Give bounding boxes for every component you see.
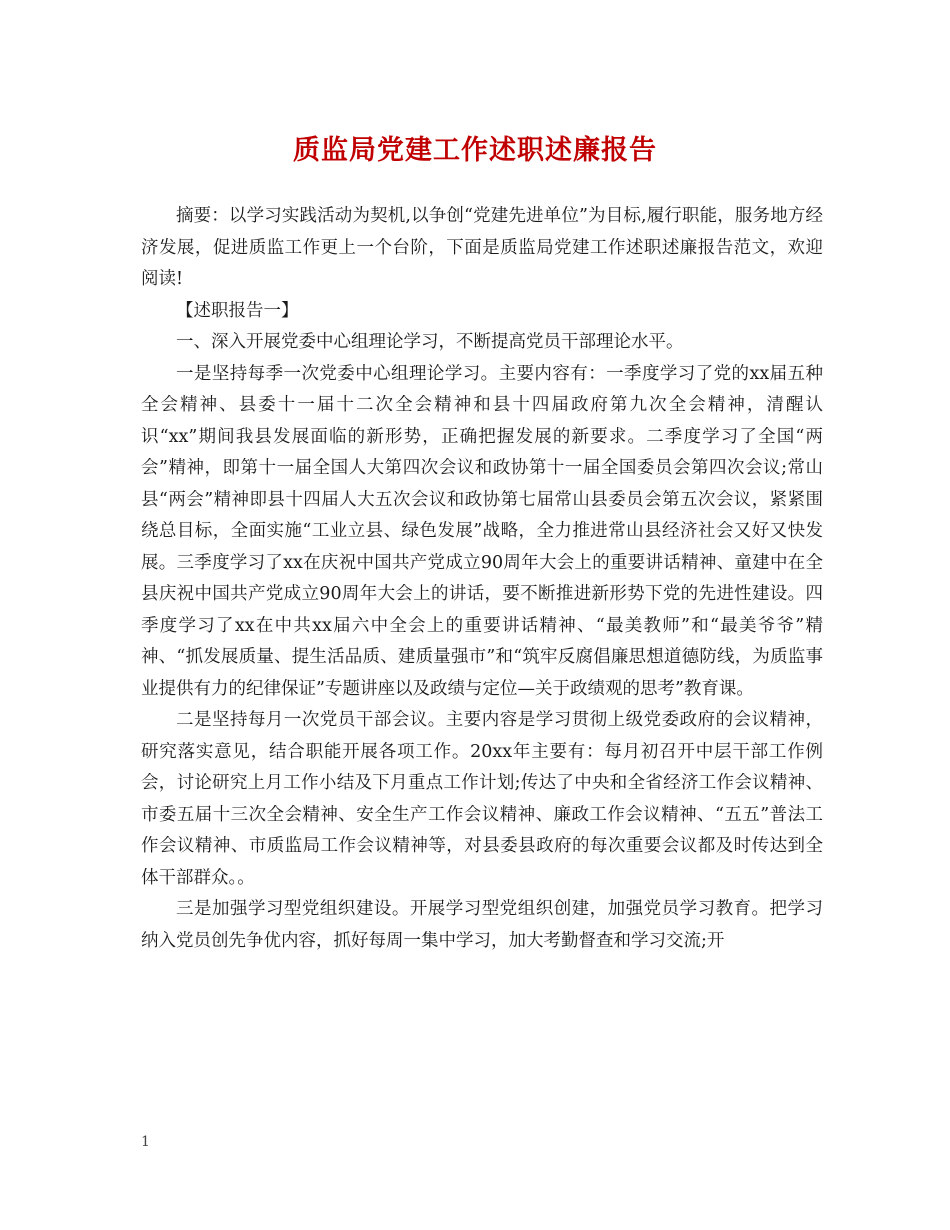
- body-paragraph: 一是坚持每季一次党委中心组理论学习。主要内容有：一季度学习了党的xx届五种全会精神、县委十一届十二次全会精神和县十四届政府第九次全会精神，清醒认识“xx”期间我县发展面临的新形势，正确把握发展的新要求。二季度学习了全国“两会”精神，即第十一届全国人大第四次会议和政协第十一届全国委员会第四次会议;常山县“两会”精神即县十四届人大五次会议和政协第七届常山县委员会第五次会议，紧紧围绕总目标，全面实施“工业立县、绿色发展”战略，全力推进常山县经济社会又好又快发展。三季度学习了xx在庆祝中国共产党成立90周年大会上的重要讲话精神、童建中在全县庆祝中国共产党成立90周年大会上的讲话，要不断推进新形势下党的先进性建设。四季度学习了xx在中共xx届六中全会上的重要讲话精神、“最美教师”和“最美爷爷”精神、“抓发展质量、提生活品质、建质量强市”和“筑牢反腐倡廉思想道德防线，为质监事业提供有力的纪律保证”专题讲座以及政绩与定位—关于政绩观的思考”教育课。: [141, 363, 823, 699]
- body-paragraph: 三是加强学习型党组织建设。开展学习型党组织创建，加强党员学习教育。把学习纳入党员创先争优内容，抓好每周一集中学习，加大考勤督查和学习交流;开: [141, 899, 823, 951]
- document-title: 质监局党建工作述职述廉报告: [293, 135, 657, 166]
- subsection-heading: 一、深入开展党委中心组理论学习，不断提高党员干部理论水平。: [176, 332, 684, 352]
- abstract-paragraph: 摘要：以学习实践活动为契机,以争创“党建先进单位”为目标,履行职能，服务地方经济发展，促进质监工作更上一个台阶，下面是质监局党建工作述职述廉报告范文，欢迎阅读!: [141, 206, 823, 289]
- section-heading: 【述职报告一】: [176, 300, 299, 321]
- document-body: [141, 201, 823, 957]
- page-number: 1: [141, 1134, 150, 1150]
- body-paragraph: 二是坚持每月一次党员干部会议。主要内容是学习贯彻上级党委政府的会议精神，研究落实意见，结合职能开展各项工作。20xx年主要有：每月初召开中层干部工作例会，讨论研究上月工作小结及下月重点工作计划;传达了中央和全省经济工作会议精神、市委五届十三次全会精神、安全生产工作会议精神、廉政工作会议精神、“五五”普法工作会议精神、市质监局工作会议精神等，对县委县政府的每次重要会议都及时传达到全体干部群众。。: [141, 710, 823, 888]
